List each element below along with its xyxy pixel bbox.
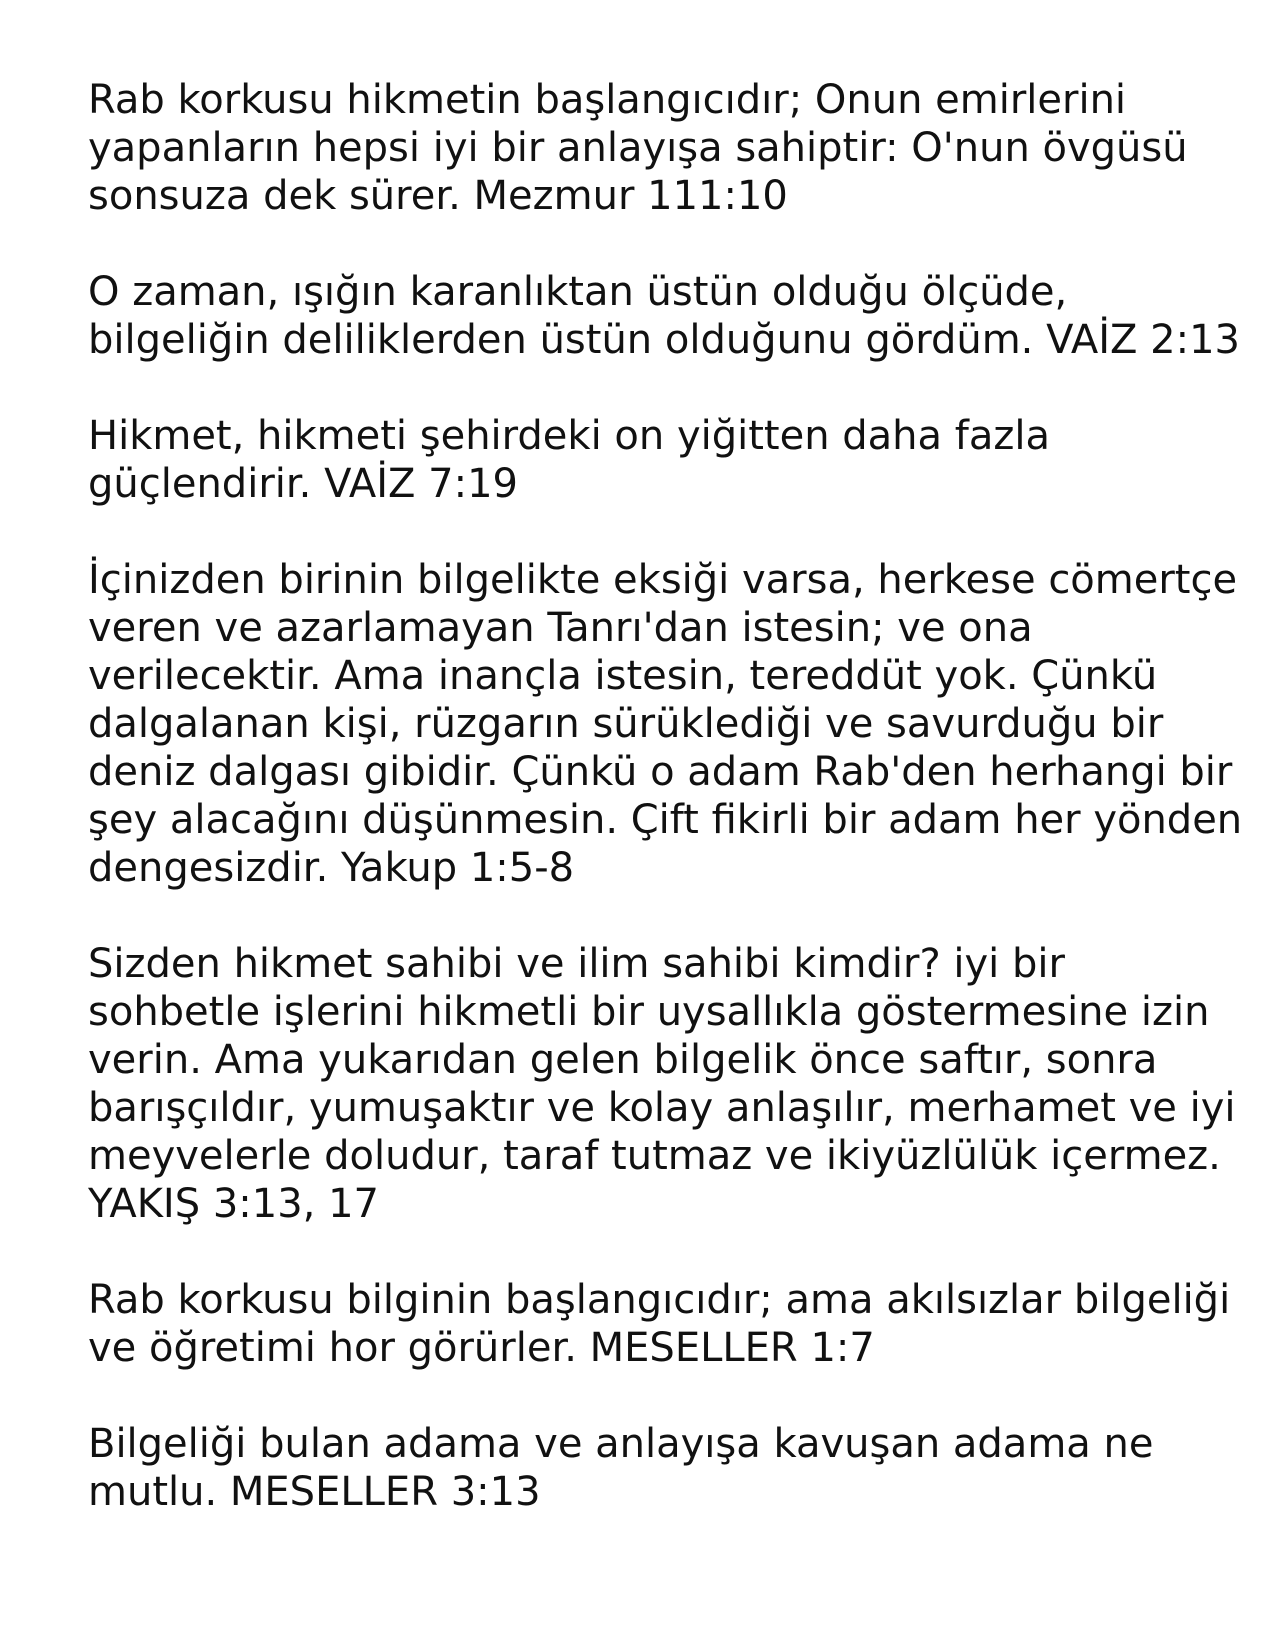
verse-paragraph	[88, 940, 1236, 1228]
document-page	[88, 76, 1243, 1564]
text-line: verilecektir. Ama inançla istesin, tereddüt yok. Çünkü	[88, 653, 1158, 699]
text-line: YAKIŞ 3:13, 17	[88, 1181, 379, 1227]
text-line: Hikmet, hikmeti şehirdeki on yiğitten daha fazla	[88, 413, 1050, 459]
text-line: dengesizdir. Yakup 1:5-8	[88, 845, 575, 891]
verse-paragraph	[88, 268, 1240, 364]
text-line: dalgalanan kişi, rüzgarın sürüklediği ve savurduğu bir	[88, 701, 1164, 747]
text-line: deniz dalgası gibidir. Çünkü o adam Rab'den herhangi bir	[88, 749, 1233, 795]
text-line: bilgeliğin deliliklerden üstün olduğunu gördüm. VAİZ 2:13	[88, 317, 1240, 363]
verse-paragraph	[88, 1276, 1231, 1372]
text-line: güçlendirir. VAİZ 7:19	[88, 461, 518, 507]
text-line: Rab korkusu hikmetin başlangıcıdır; Onun emirlerini	[88, 77, 1127, 123]
text-line: barışçıldır, yumuşaktır ve kolay anlaşılır, merhamet ve iyi	[88, 1085, 1236, 1131]
text-line: veren ve azarlamayan Tanrı'dan istesin; ve ona	[88, 605, 1033, 651]
text-line: Sizden hikmet sahibi ve ilim sahibi kimdir? iyi bir	[88, 941, 1065, 987]
text-line: mutlu. MESELLER 3:13	[88, 1469, 541, 1515]
text-line: yapanların hepsi iyi bir anlayışa sahiptir: O'nun övgüsü	[88, 125, 1188, 171]
text-line: Rab korkusu bilginin başlangıcıdır; ama akılsızlar bilgeliği	[88, 1277, 1231, 1323]
text-line: Bilgeliği bulan adama ve anlayışa kavuşan adama ne	[88, 1421, 1154, 1467]
text-line: sohbetle işlerini hikmetli bir uysallıkla göstermesine izin	[88, 989, 1210, 1035]
text-line: verin. Ama yukarıdan gelen bilgelik önce saftır, sonra	[88, 1037, 1158, 1083]
text-line: O zaman, ışığın karanlıktan üstün olduğu ölçüde,	[88, 269, 1068, 315]
verse-paragraph	[88, 76, 1208, 220]
text-line: sonsuza dek sürer. Mezmur 111:10	[88, 173, 788, 219]
verse-paragraph	[88, 1420, 1208, 1516]
text-line: İçinizden birinin bilgelikte eksiği varsa, herkese cömertçe	[88, 557, 1238, 603]
verse-paragraph	[88, 412, 1208, 508]
verse-paragraph	[88, 556, 1243, 892]
text-line: ve öğretimi hor görürler. MESELLER 1:7	[88, 1325, 875, 1371]
text-line: şey alacağını düşünmesin. Çift fikirli bir adam her yönden	[88, 797, 1243, 843]
text-line: meyvelerle doludur, taraf tutmaz ve ikiyüzlülük içermez.	[88, 1133, 1221, 1179]
